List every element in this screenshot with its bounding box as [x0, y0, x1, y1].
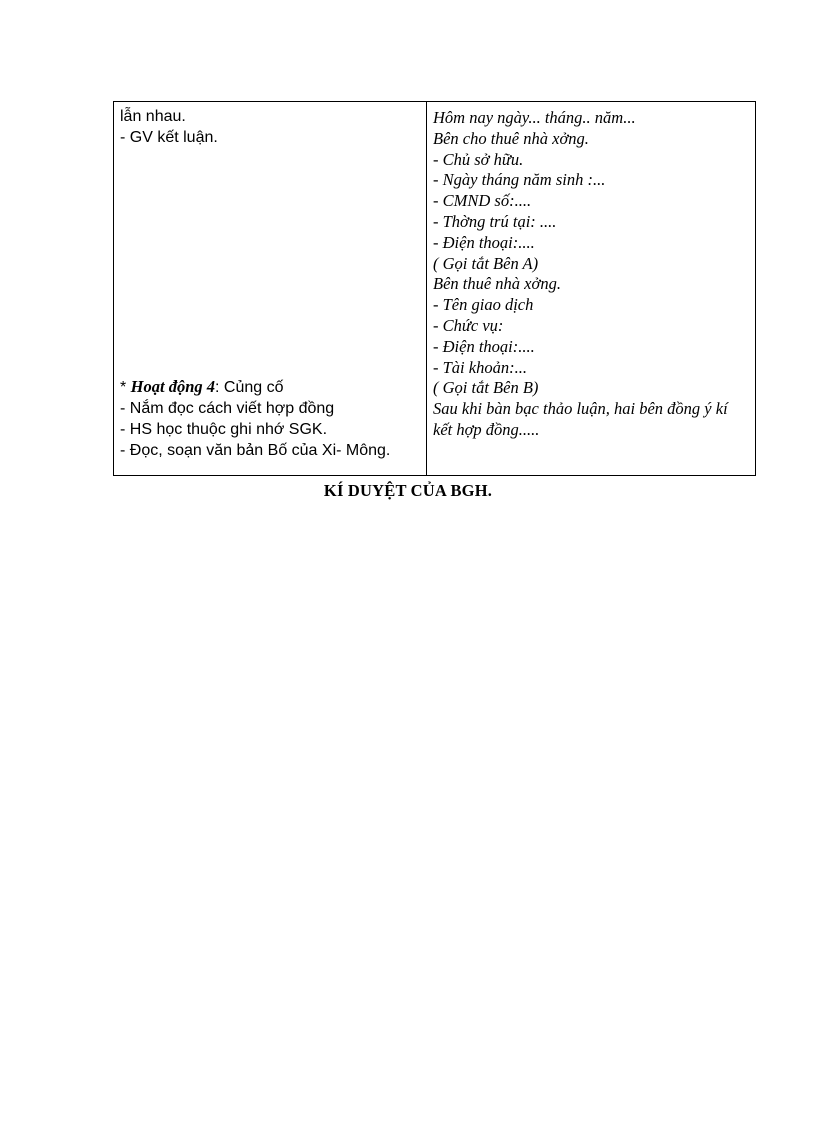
text-line: - Nắm đọc cách viết hợp đồng	[120, 400, 335, 417]
activity-suffix: : Củng cố	[215, 379, 284, 396]
contract-line: Bên thuê nhà xởng.	[433, 274, 561, 294]
text-line: - HS học thuộc ghi nhớ SGK.	[120, 421, 328, 438]
lesson-table	[113, 101, 756, 476]
contract-line: - Điện thoại:....	[433, 232, 535, 252]
contract-line: - Tên giao dịch	[433, 295, 534, 315]
text-line: - Đọc, soạn văn bản Bố của Xi- Mông.	[120, 442, 391, 459]
contract-line: - CMND số:....	[433, 191, 532, 211]
activity-heading	[120, 376, 390, 398]
contract-line: Hôm nay ngày... tháng.. năm...	[433, 108, 636, 127]
contract-content-column	[427, 102, 755, 475]
contract-line: - Chủ sở hữu.	[433, 149, 524, 169]
teacher-activity-column	[114, 102, 427, 475]
contract-line: - Điện thoại:....	[433, 336, 535, 356]
contract-line: Bên cho thuê nhà xởng.	[433, 128, 589, 148]
activity-prefix: *	[120, 379, 131, 396]
contract-line: - Chức vụ:	[433, 315, 504, 335]
contract-line: - Thờng trú tại: ....	[433, 211, 557, 231]
text-line: lẫn nhau.	[120, 108, 186, 125]
contract-line: ( Gọi tắt Bên B)	[433, 378, 539, 398]
contract-line: Sau khi bàn bạc thảo luận, hai bên đồng ý kí kết hợp đồng.....	[433, 399, 728, 439]
contract-line: - Tài khoản:...	[433, 357, 527, 377]
left-top-text	[120, 106, 218, 148]
activity-4-block	[120, 376, 390, 461]
approval-heading: KÍ DUYỆT CỦA BGH.	[323, 481, 493, 500]
contract-line: ( Gọi tắt Bên A)	[433, 253, 539, 273]
text-line: - GV kết luận.	[120, 129, 218, 146]
contract-line: - Ngày tháng năm sinh :...	[433, 170, 606, 190]
activity-title: Hoạt động 4	[130, 377, 216, 396]
contract-text	[433, 108, 751, 441]
